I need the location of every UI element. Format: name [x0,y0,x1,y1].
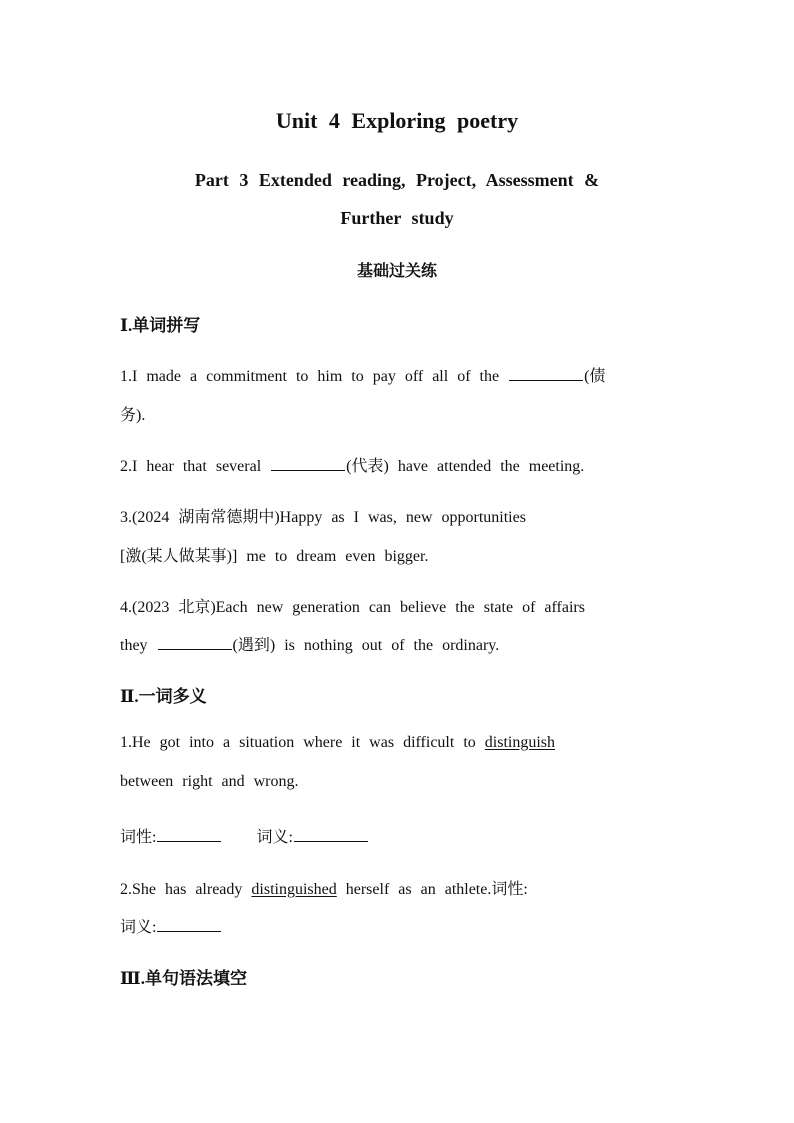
page-subtitle-line1: Part 3 Extended reading, Project, Assessment & [194,170,600,190]
meaning-blank[interactable] [294,827,368,842]
page-title: Unit 4 Exploring poetry [275,108,519,133]
question-hint: (债 [584,368,606,385]
answer-blank[interactable] [509,366,583,381]
answer-line-2-1 [120,824,369,847]
question-2-1-cont: between right and wrong. [120,773,299,790]
question-text: they [120,637,148,654]
page-subtitle-line2: Further study [340,208,454,228]
pos-label: 词性: [491,881,528,898]
question-1-1-cont: 务). [120,407,146,424]
question-2-2 [120,876,528,899]
question-text: 2.I hear that several [120,458,262,475]
question-1-3: 3.(2024 湖南常德期中)Happy as I was, new opportunities [120,509,526,526]
target-word: distinguished [251,881,337,898]
question-text: herself as an athlete. [345,881,492,898]
pos-blank[interactable] [157,827,221,842]
pos-label: 词性: [120,829,157,846]
answer-blank[interactable] [158,635,232,650]
question-text: 1.He got into a situation where it was difficult to [120,734,476,751]
question-1-4: 4.(2023 北京)Each new generation can believe the state of affairs [120,599,585,616]
question-text: 1.I made a commitment to him to pay off all of the [120,368,500,385]
question-text: (代表) have attended the meeting. [346,458,585,475]
answer-blank[interactable] [271,456,345,471]
question-text: 2.She has already [120,881,243,898]
question-1-3-cont: [激(某人做某事)] me to dream even bigger. [120,548,429,565]
section-heading-1: Ⅰ.单词拼写 [120,316,201,335]
question-1-4-cont [120,632,499,655]
section-heading-2: Ⅱ.一词多义 [120,687,207,706]
meaning-label: 词义: [256,829,293,846]
section-label: 基础过关练 [356,263,437,280]
meaning-blank[interactable] [157,917,221,932]
question-1-2 [120,453,584,476]
target-word: distinguish [484,734,555,751]
meaning-label: 词义: [120,919,157,936]
question-2-1 [120,734,555,752]
answer-line-2-2 [120,914,222,937]
section-heading-3: Ⅲ.单句语法填空 [120,969,247,988]
question-text: (遇到) is nothing out of the ordinary. [232,637,500,654]
question-1-1 [120,363,605,386]
